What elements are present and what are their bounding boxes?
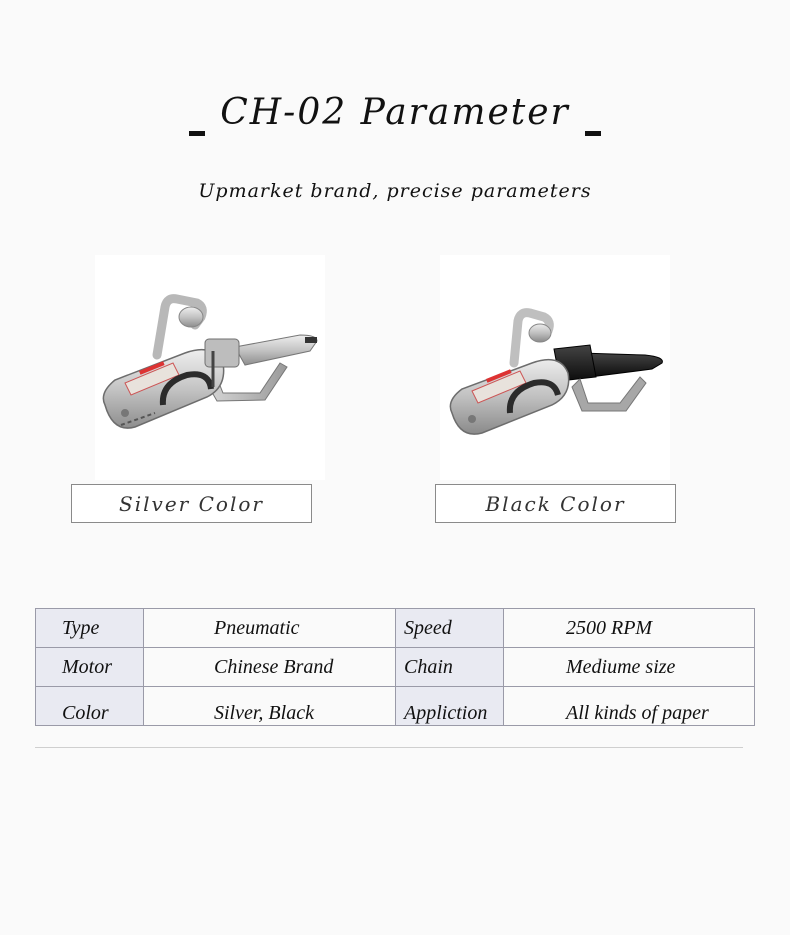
param-value: 2500 RPM	[566, 616, 653, 639]
param-value-cell	[144, 648, 396, 687]
table-row	[36, 648, 755, 687]
param-key-cell	[36, 648, 144, 687]
param-value: Mediume size	[566, 655, 676, 678]
table-row	[36, 687, 755, 726]
divider	[35, 747, 743, 748]
param-key: Appliction	[404, 702, 488, 724]
param-key-cell	[36, 609, 144, 648]
param-key-cell	[396, 609, 504, 648]
param-key: Chain	[404, 655, 453, 678]
param-key-cell	[396, 648, 504, 687]
param-value-cell	[504, 648, 755, 687]
black-color-label: Black Color	[435, 484, 676, 523]
param-value-cell	[144, 687, 396, 726]
param-value-cell	[504, 609, 755, 648]
title-dash-left	[189, 131, 205, 136]
param-key-cell	[36, 687, 144, 726]
param-key-cell	[396, 687, 504, 726]
black-product-image	[440, 255, 670, 480]
silver-color-label: Silver Color	[71, 484, 312, 523]
page-title: CH-02 Parameter	[220, 92, 570, 133]
param-key: Type	[62, 616, 100, 639]
black-chainsaw-icon	[440, 255, 670, 480]
silver-product-image	[95, 255, 325, 480]
param-value-cell	[504, 687, 755, 726]
param-key: Color	[62, 702, 109, 724]
title-row	[0, 88, 790, 138]
param-key: Speed	[404, 616, 452, 639]
table-row	[36, 609, 755, 648]
param-value: Pneumatic	[214, 616, 300, 639]
param-value: Chinese Brand	[214, 655, 334, 678]
page-subtitle: Upmarket brand, precise parameters	[198, 180, 592, 202]
param-value-cell	[144, 609, 396, 648]
param-value: Silver, Black	[214, 702, 314, 724]
param-value: All kinds of paper	[566, 702, 709, 724]
title-dash-right	[585, 131, 601, 136]
parameter-table	[35, 608, 755, 726]
silver-chainsaw-icon	[95, 255, 325, 480]
param-key: Motor	[62, 655, 112, 678]
